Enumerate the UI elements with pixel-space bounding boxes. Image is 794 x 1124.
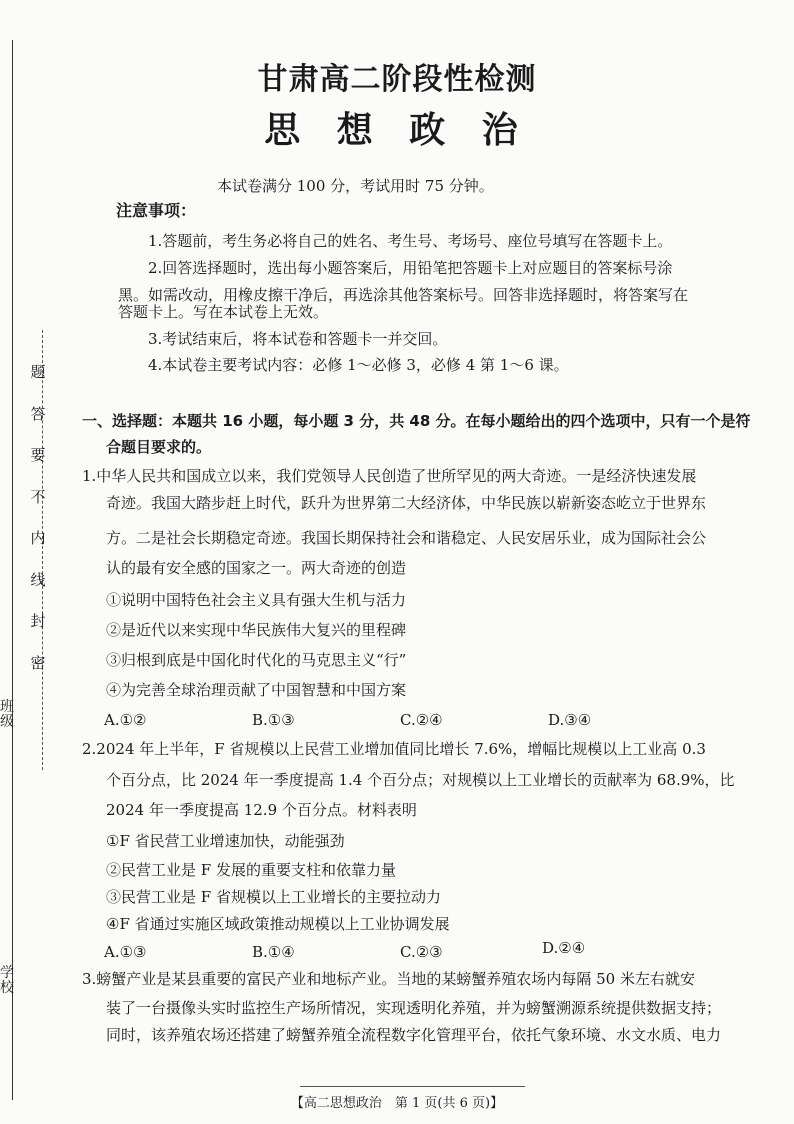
exam-title: 甘肃高二阶段性检测 xyxy=(257,62,537,97)
notice-line: 2.回答选择题时，选出每小题答案后，用铅笔把答题卡上对应题目的答案标号涂 xyxy=(148,259,673,277)
notice-line: 4.本试卷主要考试内容：必修 1～必修 3，必修 4 第 1～6 课。 xyxy=(148,356,569,374)
warning-char: 线 xyxy=(30,570,46,589)
q1-choice-c[interactable]: C.②④ xyxy=(400,711,443,729)
q2-item: ②民营工业是 F 发展的重要支柱和依靠力量 xyxy=(106,861,396,879)
section-heading-cont: 合题目要求的。 xyxy=(106,438,212,456)
q3-stem: 3.螃蟹产业是某县重要的富民产业和地标产业。当地的某螃蟹养殖农场内每隔 50 米左右就安 xyxy=(82,970,695,988)
q2-stem: 2024 年一季度提高 12.9 个百分点。材料表明 xyxy=(106,801,417,819)
q1-stem: 方。二是社会长期稳定奇迹。我国长期保持社会和谐稳定、人民安居乐业，成为国际社会公 xyxy=(106,529,707,547)
school-label: 学校 xyxy=(0,965,14,996)
notice-line: 答题卡上。写在本试卷上无效。 xyxy=(118,303,329,321)
q2-item: ①F 省民营工业增速加快，动能强劲 xyxy=(106,832,345,850)
warning-char: 题 xyxy=(30,363,46,381)
q3-stem: 装了一台摄像头实时监控生产场所情况，实现透明化养殖，并为螃蟹溯源系统提供数据支持； xyxy=(106,999,722,1017)
q1-item: ④为完善全球治理贡献了中国智慧和中国方案 xyxy=(106,681,407,699)
q2-choice-a[interactable]: A.①③ xyxy=(104,943,147,961)
q2-choice-b[interactable]: B.①④ xyxy=(252,943,295,961)
q2-stem: 个百分点，比 2024 年一季度提高 1.4 个百分点；对规模以上工业增长的贡献率为 68.9%，比 xyxy=(106,771,735,789)
q3-stem: 同时，该养殖农场还搭建了螃蟹养殖全流程数字化管理平台，依托气象环境、水文水质、电力 xyxy=(106,1026,722,1044)
q1-choice-a[interactable]: A.①② xyxy=(104,711,147,729)
subject-title: 思 想 政 治 xyxy=(264,110,530,151)
notice-line: 3.考试结束后，将本试卷和答题卡一并交回。 xyxy=(148,330,448,348)
q1-item: ①说明中国特色社会主义具有强大生机与活力 xyxy=(106,591,407,609)
binding-line xyxy=(12,40,13,1100)
q2-item: ④F 省通过实施区域政策推动规模以上工业协调发展 xyxy=(106,915,450,933)
warning-char: 内 xyxy=(30,529,46,547)
notice-heading: 注意事项： xyxy=(116,201,197,220)
q1-item: ②是近代以来实现中华民族伟大复兴的里程碑 xyxy=(106,621,407,639)
class-label: 班级 xyxy=(0,699,14,730)
section-heading: 一、选择题：本题共 16 小题，每小题 3 分，共 48 分。在每小题给出的四个选项中，只有一个是符 xyxy=(82,412,751,430)
warning-char: 不 xyxy=(30,487,46,506)
q2-item: ③民营工业是 F 省规模以上工业增长的主要拉动力 xyxy=(106,888,441,906)
q2-choice-d[interactable]: D.②④ xyxy=(542,939,586,957)
q1-stem: 认的最有安全感的国家之一。两大奇迹的创造 xyxy=(106,559,407,577)
notice-line: 黑。如需改动，用橡皮擦干净后，再选涂其他答案标号。回答非选择题时，将答案写在 xyxy=(118,286,689,304)
q1-choice-b[interactable]: B.①③ xyxy=(252,711,295,729)
q1-stem: 1.中华人民共和国成立以来，我们党领导人民创造了世所罕见的两大奇迹。一是经济快速发展 xyxy=(82,467,697,485)
exam-info: 本试卷满分 100 分，考试用时 75 分钟。 xyxy=(217,177,494,195)
footer-rule xyxy=(300,1086,525,1087)
page-footer: 【高二思想政治 第 1 页(共 6 页)】 xyxy=(290,1096,504,1111)
q1-item: ③归根到底是中国化时代化的马克思主义“行” xyxy=(106,651,407,669)
warning-char: 密 xyxy=(30,653,46,672)
sealing-warning xyxy=(26,365,50,697)
q1-stem: 奇迹。我国大踏步赶上时代，跃升为世界第二大经济体，中华民族以崭新姿态屹立于世界东 xyxy=(106,494,707,512)
warning-char: 答 xyxy=(30,404,46,423)
q2-choice-c[interactable]: C.②③ xyxy=(400,943,443,961)
notice-line: 1.答题前，考生务必将自己的姓名、考生号、考场号、座位号填写在答题卡上。 xyxy=(148,232,673,250)
q1-choice-d[interactable]: D.③④ xyxy=(548,711,592,729)
warning-char: 封 xyxy=(30,612,46,630)
warning-char: 要 xyxy=(30,446,46,464)
q2-stem: 2.2024 年上半年，F 省规模以上民营工业增加值同比增长 7.6%，增幅比规模以上工业高 0.3 xyxy=(82,740,706,758)
